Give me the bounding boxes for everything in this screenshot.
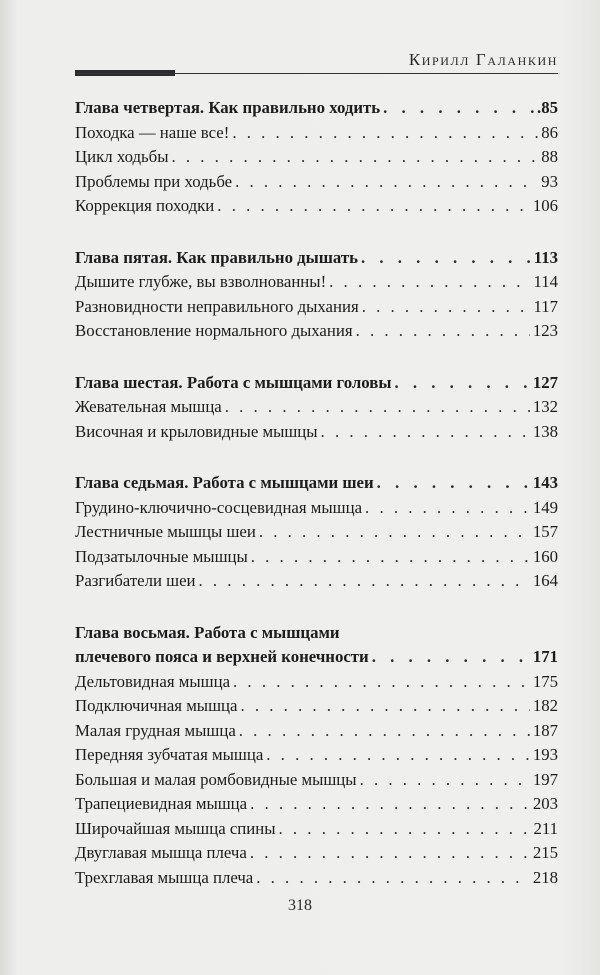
entry-title: Цикл ходьбы (75, 147, 169, 166)
chapter-page: 143 (532, 473, 558, 492)
entry-title: Широчайшая мышца спины (75, 818, 276, 838)
dot-leader (383, 96, 534, 121)
chapter-title: Глава четвертая. Как правильно ходить (75, 98, 381, 117)
entry-page: 164 (532, 571, 558, 590)
toc-entry (75, 420, 558, 445)
dot-leader (259, 520, 530, 545)
dot-leader (372, 645, 530, 670)
toc-entry (75, 395, 558, 420)
entry-page: 86 (541, 122, 558, 142)
chapter-title: Глава пятая. Как правильно дышать (75, 247, 358, 267)
entry-page: 211 (533, 818, 558, 838)
entry-title: Височная и крыловидные мышцы (75, 421, 318, 441)
dot-leader (362, 295, 531, 320)
toc-entry (75, 295, 558, 320)
chapter-title: Глава седьмая. Работа с мышцами шеи (75, 473, 374, 492)
toc-entry (75, 743, 558, 768)
running-header (75, 40, 558, 80)
entry-page: 123 (532, 321, 558, 340)
entry-title: Грудино-ключично-сосцевидная мышца (75, 497, 363, 517)
dot-leader (361, 246, 531, 271)
table-of-contents (75, 96, 558, 917)
chapter-title: Глава шестая. Работа с мышцами головы (75, 372, 392, 392)
toc-entry (75, 319, 558, 344)
toc-entry (75, 520, 558, 545)
entry-page: 203 (532, 794, 558, 813)
entry-title: Восстановление нормального дыхания (75, 321, 353, 340)
entry-title: Подзатылочные мышцы (75, 546, 248, 566)
entry-page: 218 (532, 867, 558, 887)
dot-leader (377, 471, 530, 496)
dot-leader (233, 670, 530, 695)
dot-leader (199, 569, 530, 594)
entry-title: Жевательная мышца (75, 397, 222, 416)
entry-page: 149 (532, 497, 558, 517)
entry-title: Большая и малая ромбовидные мышцы (75, 769, 357, 789)
chapter-page: 127 (532, 372, 558, 392)
entry-title: Лестничные мышцы шеи (75, 522, 256, 541)
entry-page: 182 (532, 696, 558, 715)
toc-entry (75, 170, 558, 195)
dot-leader (394, 371, 529, 396)
dot-leader (279, 817, 531, 842)
chapter-heading (75, 371, 558, 396)
toc-entry (75, 569, 558, 594)
entry-page: 197 (532, 769, 558, 789)
entry-page: 132 (532, 397, 558, 416)
chapter-heading (75, 96, 558, 121)
dot-leader (266, 743, 530, 768)
header-rule (75, 73, 558, 74)
entry-title: Дышите глубже, вы взволнованны! (75, 272, 327, 291)
entry-title: Походка — наше все! (75, 122, 230, 142)
entry-title: Малая грудная мышца (75, 720, 236, 740)
entry-page: 215 (532, 843, 558, 862)
chapter-title: плечевого пояса и верхней конечности (75, 647, 369, 666)
chapter-title-line1: Глава восьмая. Работа с мышцами (75, 622, 340, 642)
entry-page: 138 (532, 421, 558, 441)
dot-leader (365, 496, 530, 521)
dot-leader (250, 792, 530, 817)
chapter-heading (75, 471, 558, 496)
toc-entry (75, 866, 558, 891)
dot-leader (256, 866, 530, 891)
chapter-heading (75, 645, 558, 670)
toc-entry (75, 817, 558, 842)
dot-leader (172, 145, 539, 170)
chapter-page: 171 (532, 647, 558, 666)
chapter-page: .85 (537, 98, 558, 117)
toc-entry (75, 719, 558, 744)
entry-title: Передняя зубчатая мышца (75, 745, 264, 764)
chapter-8 (75, 621, 558, 891)
dot-leader (251, 545, 530, 570)
entry-page: 187 (532, 720, 558, 740)
chapter-6 (75, 371, 558, 445)
entry-page: 117 (533, 296, 558, 316)
page-number: 318 (288, 897, 312, 914)
dot-leader (356, 319, 530, 344)
entry-page: 160 (532, 546, 558, 566)
dot-leader (239, 719, 530, 744)
entry-page: 106 (532, 196, 558, 215)
toc-entry (75, 768, 558, 793)
toc-entry (75, 670, 558, 695)
dot-leader (240, 694, 529, 719)
entry-title: Проблемы при ходьбе (75, 171, 233, 191)
dot-leader (235, 170, 538, 195)
chapter-7 (75, 471, 558, 594)
entry-page: 175 (532, 671, 558, 691)
chapter-heading (75, 246, 558, 271)
entry-title: Трапециевидная мышца (75, 794, 248, 813)
entry-title: Коррекция походки (75, 196, 215, 215)
dot-leader (360, 768, 530, 793)
entry-page: 93 (541, 171, 558, 191)
dot-leader (232, 121, 538, 146)
toc-entry (75, 545, 558, 570)
dot-leader (217, 194, 530, 219)
toc-entry (75, 145, 558, 170)
entry-page: 193 (532, 745, 558, 764)
dot-leader (321, 420, 530, 445)
entry-title: Трехглавая мышца плеча (75, 867, 254, 887)
entry-title: Двуглавая мышца плеча (75, 843, 247, 862)
toc-entry (75, 194, 558, 219)
chapter-page: 113 (533, 247, 558, 267)
entry-title: Подключичная мышца (75, 696, 238, 715)
header-author: Кирилл Галанкин (408, 50, 558, 69)
dot-leader (250, 841, 530, 866)
toc-entry (75, 792, 558, 817)
dot-leader (329, 270, 530, 295)
entry-page: 157 (532, 522, 558, 541)
toc-entry (75, 270, 558, 295)
toc-entry (75, 121, 558, 146)
entry-title: Дельтовидная мышца (75, 671, 231, 691)
toc-entry (75, 496, 558, 521)
entry-page: 114 (533, 272, 558, 291)
toc-entry (75, 841, 558, 866)
entry-page: 88 (541, 147, 558, 166)
toc-entry (75, 694, 558, 719)
entry-title: Разновидности неправильного дыхания (75, 296, 359, 316)
chapter-4 (75, 96, 558, 219)
chapter-5 (75, 246, 558, 344)
dot-leader (225, 395, 530, 420)
entry-title: Разгибатели шеи (75, 571, 196, 590)
